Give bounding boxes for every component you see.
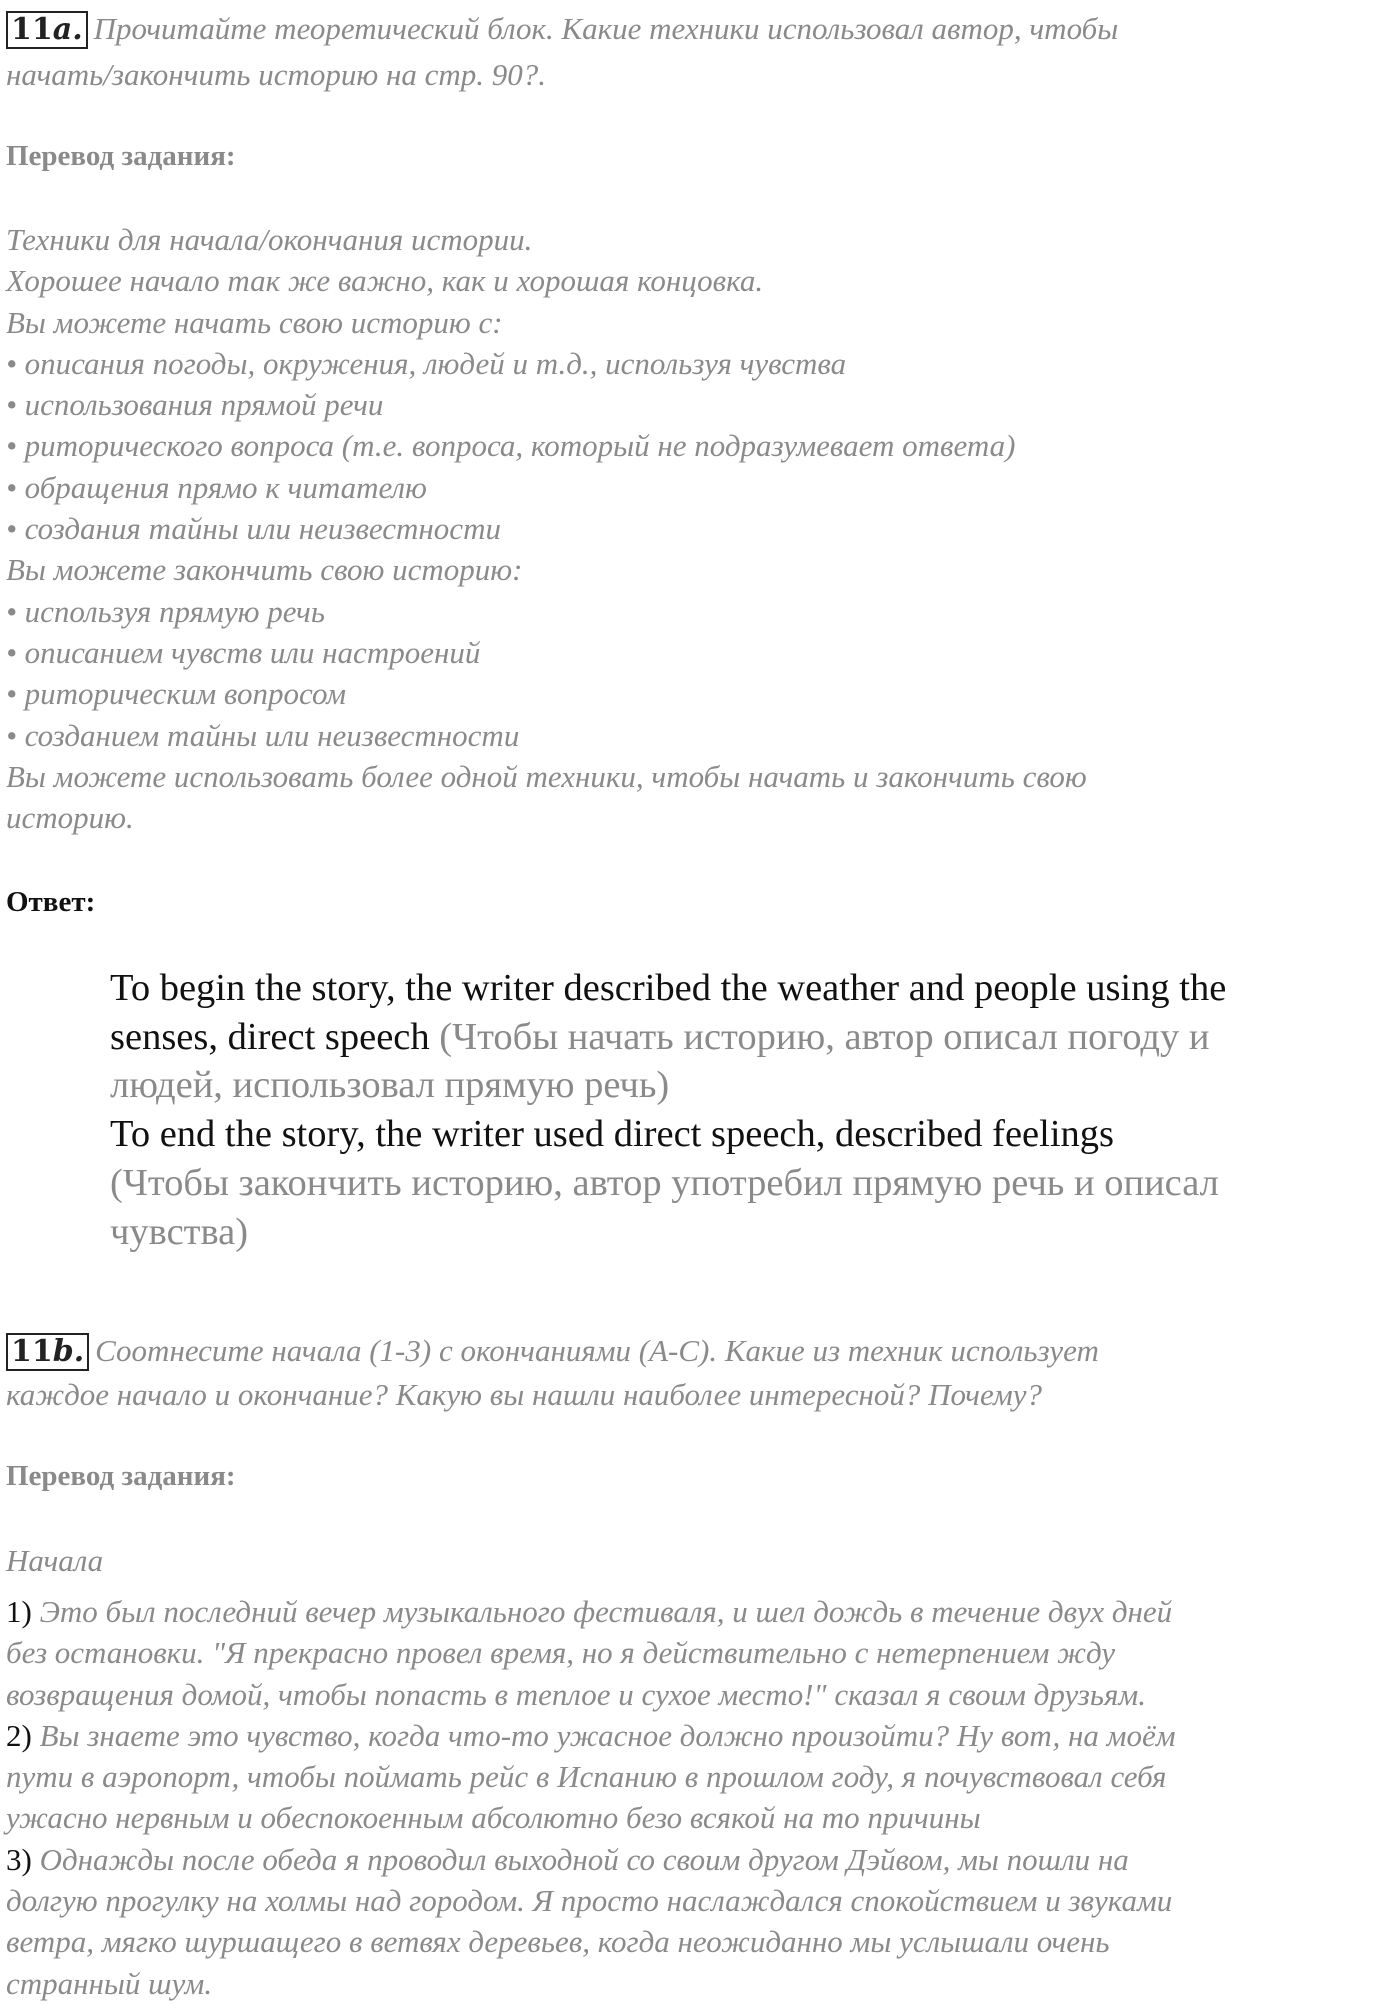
theory-line: Вы можете использовать более одной техники, чтобы начать и закончить свою — [6, 758, 1087, 794]
item-text: долгую прогулку на холмы над городом. Я просто наслаждался спокойствием и звуками — [6, 1883, 1173, 1919]
beginnings-title: Начала — [6, 1543, 104, 1578]
item-number: 1) — [6, 1594, 32, 1629]
item-number: 3) — [6, 1841, 32, 1877]
answer-text-en: senses, direct speech — [110, 1015, 430, 1058]
theory-block — [6, 219, 1391, 838]
task-11a-header — [6, 8, 1386, 49]
task-number-badge — [6, 1333, 89, 1371]
item-number: 2) — [6, 1717, 32, 1753]
item-text: ужасно нервным и обеспокоенным абсолютно безо всякой на то причины — [6, 1800, 981, 1836]
task-instruction-line: каждое начало и окончание? Какую вы нашли наиболее интересной? Почему? — [6, 1377, 1043, 1412]
item-text: без остановки. "Я прекрасно провел время, но я действительно с нетерпением жду — [6, 1635, 1116, 1671]
answer-heading: Ответ: — [6, 886, 96, 918]
item-text: ветра, мягко шуршащего в ветвях деревьев, когда неожиданно мы услышали очень — [6, 1924, 1110, 1960]
item-text: Однажды после обеда я проводил выходной со своим другом Дэйвом, мы пошли на — [31, 1841, 1129, 1877]
task-letter: b. — [52, 1334, 85, 1369]
theory-line: Техники для начала/окончания истории. — [6, 222, 533, 257]
theory-line: Вы можете закончить свою историю: — [6, 552, 523, 588]
task-instruction-line: Прочитайте теоретический блок. Какие техники использовал автор, чтобы — [93, 11, 1119, 46]
theory-line: • описания погоды, окружения, людей и т.д., используя чувства — [6, 345, 847, 381]
task-11b-header — [6, 1330, 1386, 1371]
item-text: Это был последний вечер музыкального фестиваля, и шел дождь в течение двух дней — [31, 1594, 1173, 1629]
beginnings-list — [6, 1591, 1391, 2004]
answer-text-ru: чувства) — [110, 1210, 249, 1253]
theory-line: историю. — [6, 800, 134, 836]
theory-line: Вы можете начать свою историю с: — [6, 304, 503, 340]
translation-heading: Перевод задания: — [6, 140, 236, 172]
task-number-badge — [6, 11, 88, 49]
theory-line: • обращения прямо к читателю — [6, 469, 427, 505]
item-text: возвращения домой, чтобы попасть в теплое и сухое место!" сказал я своим друзьям. — [6, 1676, 1146, 1712]
theory-line: • риторическим вопросом — [6, 676, 347, 712]
theory-line: • создания тайны или неизвестности — [6, 511, 501, 547]
theory-line: • созданием тайны или неизвестности — [6, 717, 520, 753]
beginning-item-line — [6, 1839, 1391, 1880]
theory-line: • используя прямую речь — [6, 593, 325, 629]
item-text: пути в аэропорт, чтобы поймать рейс в Испанию в прошлом году, я почувствовал себя — [6, 1759, 1167, 1795]
task-instruction-line: Соотнесите начала (1-3) с окончаниями (A-C). Какие из техник использует — [95, 1333, 1099, 1368]
theory-line: • описанием чувств или настроений — [6, 634, 481, 670]
task-instruction-line: начать/закончить историю на стр. 90?. — [6, 57, 546, 92]
theory-line: Хорошее начало так же важно, как и хорошая концовка. — [6, 263, 764, 299]
answer-text-ru: (Чтобы закончить историю, автор употребил прямую речь и описал — [110, 1161, 1219, 1204]
beginning-item-line — [6, 1591, 1391, 1632]
theory-line: • использования прямой речи — [6, 387, 384, 423]
task-letter: a. — [52, 12, 83, 47]
answer-text-ru: людей, использовал прямую речь) — [110, 1064, 670, 1107]
answer-block — [110, 964, 1370, 1256]
answer-text-ru: (Чтобы начать историю, автор описал погоду и — [429, 1015, 1210, 1058]
answer-text-en: To end the story, the writer used direct speech, described feelings — [110, 1113, 1115, 1156]
item-text: Вы знаете это чувство, когда что-то ужасное должно произойти? Ну вот, на моём — [31, 1717, 1176, 1753]
beginning-item-line — [6, 1715, 1391, 1756]
translation-heading: Перевод задания: — [6, 1460, 236, 1492]
item-text: странный шум. — [6, 1965, 213, 2001]
theory-line: • риторического вопроса (т.е. вопроса, который не подразумевает ответа) — [6, 428, 1016, 464]
task-number: 11 — [11, 1334, 53, 1369]
answer-text-en: To begin the story, the writer described the weather and people using the — [110, 967, 1227, 1009]
task-number: 11 — [11, 12, 53, 47]
